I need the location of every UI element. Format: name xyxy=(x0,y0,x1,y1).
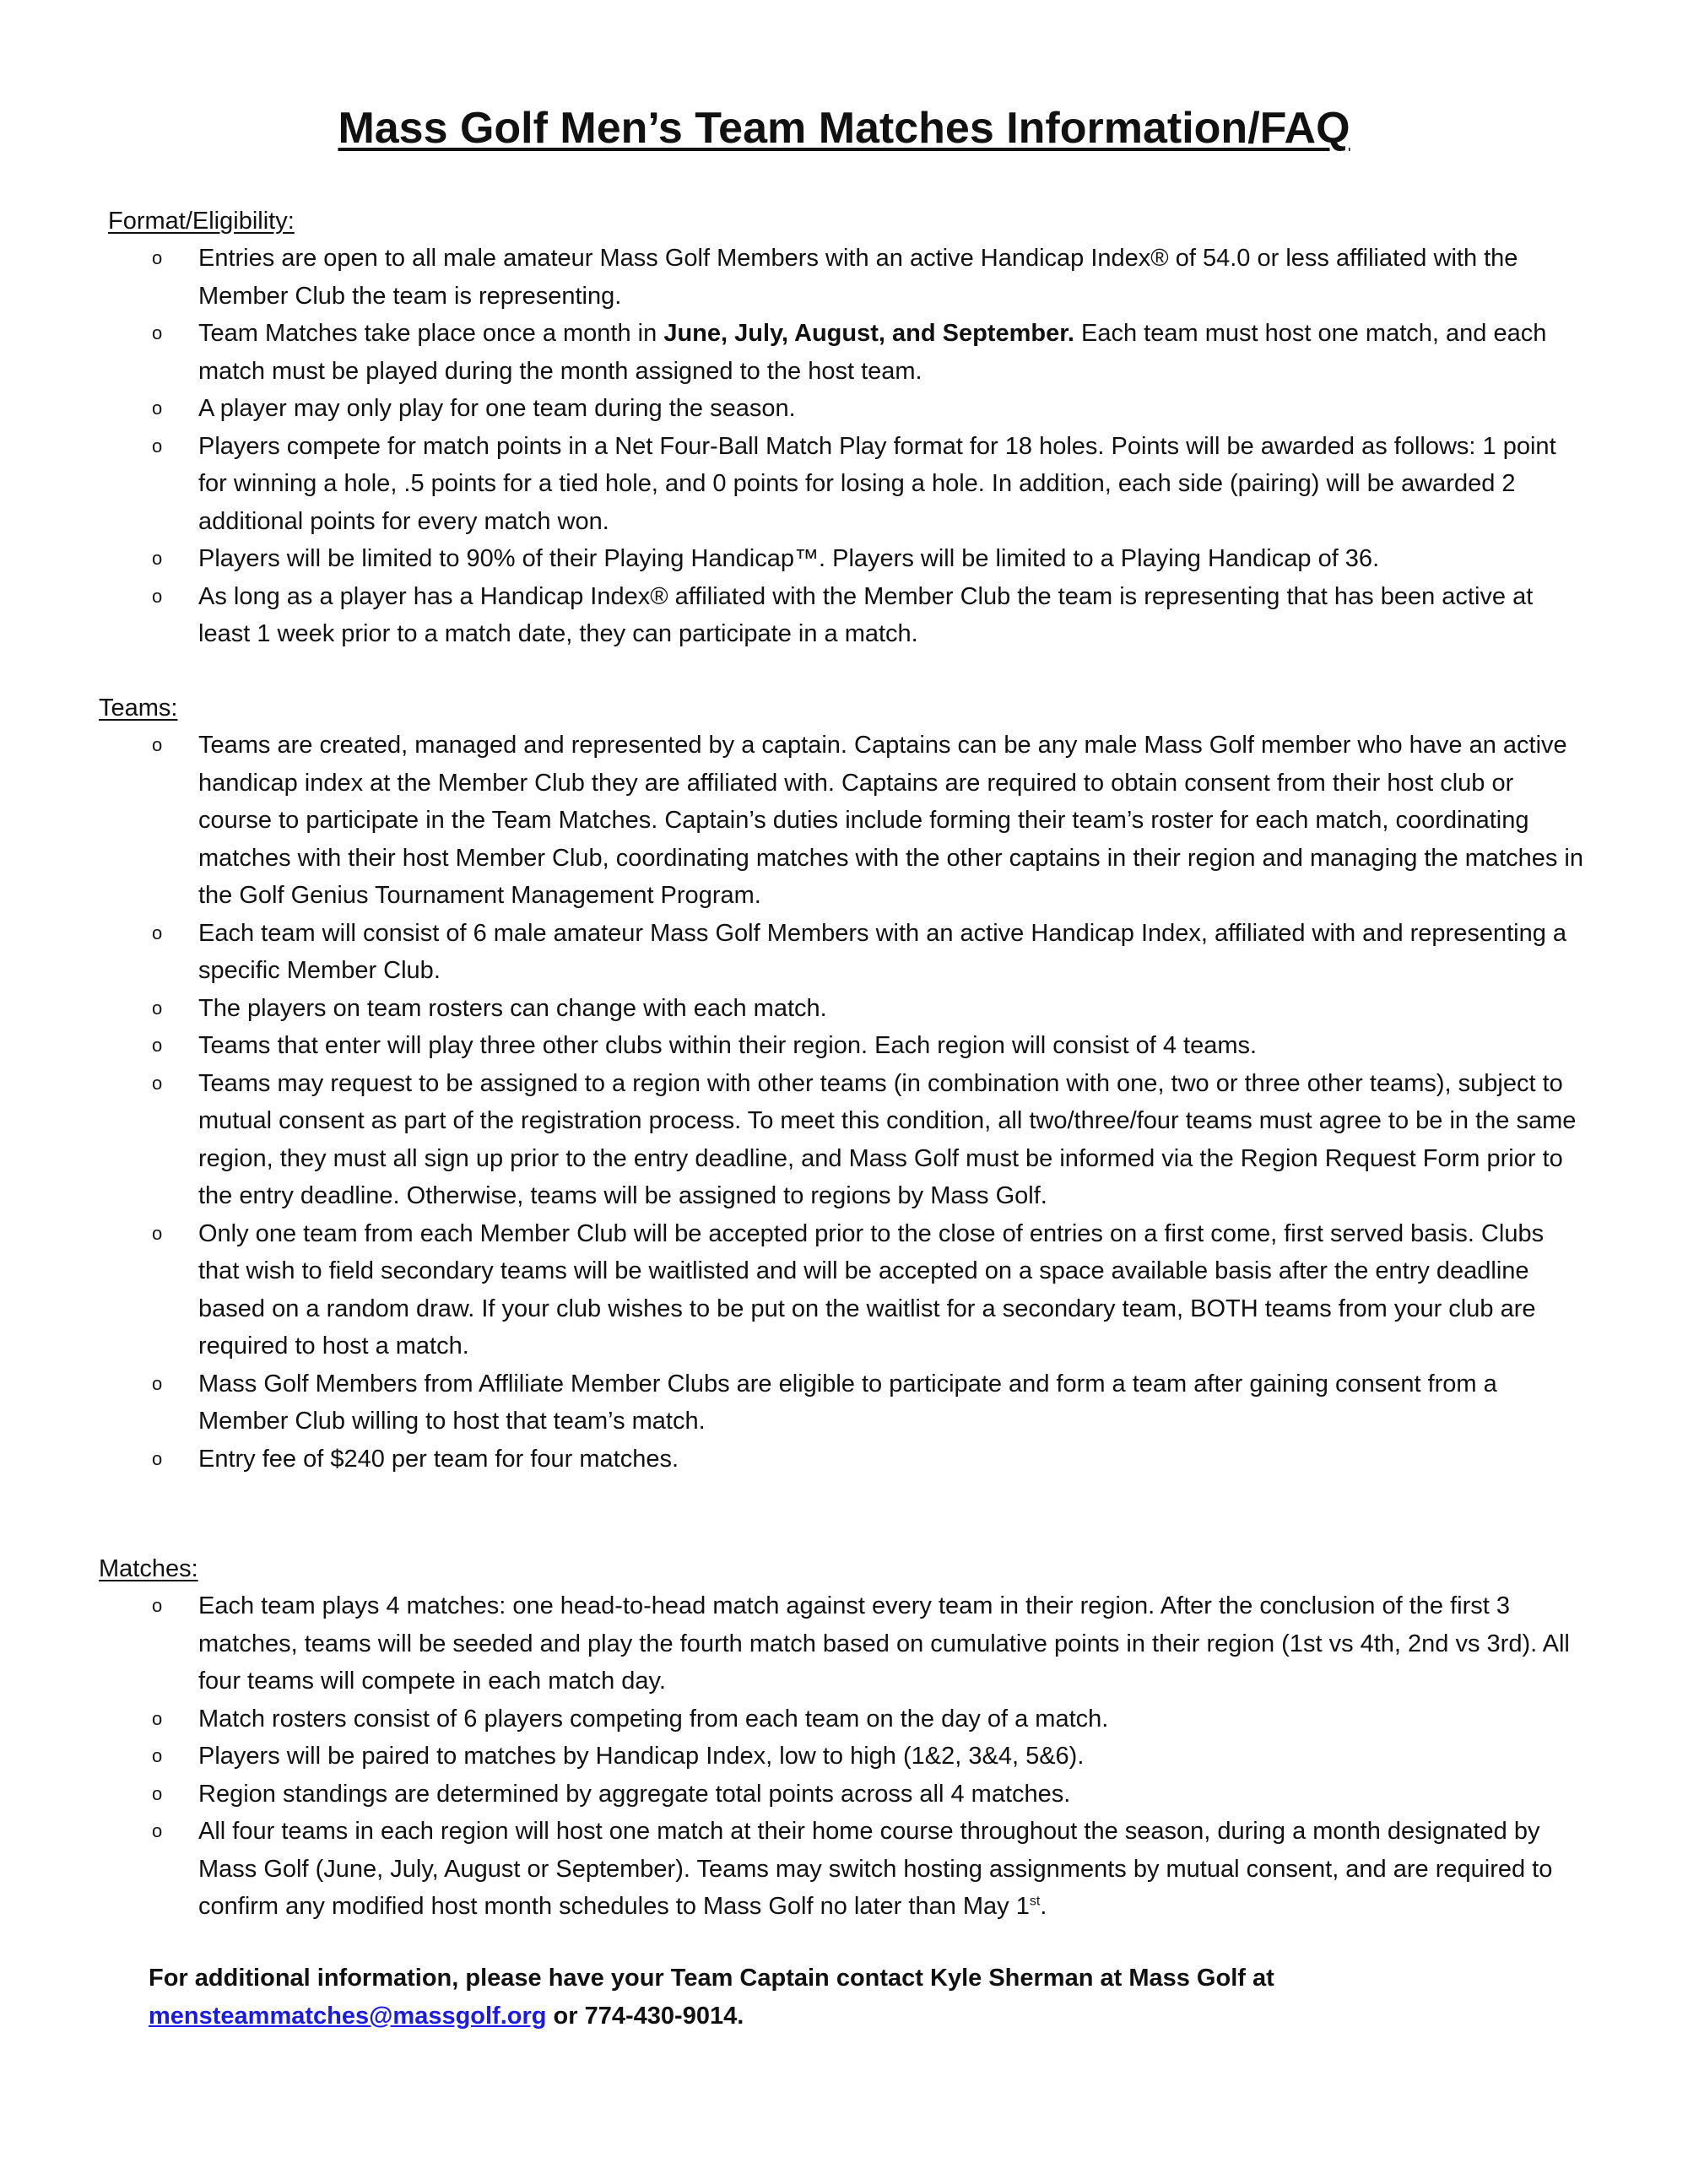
list-item xyxy=(0,1365,1587,1441)
list-item xyxy=(0,1065,1587,1215)
bullet-icon: o xyxy=(152,397,163,419)
bullet-icon: o xyxy=(152,997,163,1019)
list-item xyxy=(0,727,1587,915)
list-item xyxy=(0,1215,1587,1365)
bullet-icon: o xyxy=(152,1595,163,1616)
item-text: Players will be paired to matches by Handicap Index, low to high (1&2, 3&4, 5&6). xyxy=(198,1743,1085,1770)
bold-text: June, July, August, and September. xyxy=(663,320,1074,347)
section-heading: Matches: xyxy=(99,1555,198,1582)
item-text: Teams that enter will play three other clubs within their region. Each region will consist of 4 teams. xyxy=(198,1032,1258,1059)
list-item xyxy=(0,1027,1587,1065)
item-text: Each team will consist of 6 male amateur Mass Golf Members with an active Handicap Index, affiliated with and representing a specific Member Club. xyxy=(198,919,1567,984)
list-item xyxy=(0,390,1587,428)
list-item xyxy=(0,990,1587,1028)
item-text: Players compete for match points in a Net Four-Ball Match Play format for 18 holes. Points will be awarded as follows: 1 point for winning a hole, .5 points for a tied hole, and 0 points for losing a hole. In addition, each side (pairing) will be awarded 2 additional points for every match won. xyxy=(198,432,1556,535)
section-heading: Teams: xyxy=(99,695,178,722)
item-text: Mass Golf Members from Affliliate Member Clubs are eligible to participate and form a team after gaining consent from a Member Club willing to host that team’s match. xyxy=(198,1370,1497,1435)
item-list xyxy=(0,240,1587,653)
list-item xyxy=(0,540,1587,578)
item-text: The players on team rosters can change with each match. xyxy=(198,994,827,1022)
item-text: Entry fee of $240 per team for four matches. xyxy=(198,1445,679,1473)
item-text: Each team must host one match, and each match must be played during the month assigned to the host team. xyxy=(198,320,1547,385)
bullet-icon: o xyxy=(152,1222,163,1244)
item-text: Players will be limited to 90% of their Playing Handicap™. Players will be limited to a Playing Handicap of 36. xyxy=(198,545,1380,572)
list-item xyxy=(0,915,1587,990)
item-text: Match rosters consist of 6 players competing from each team on the day of a match. xyxy=(198,1705,1109,1733)
list-item xyxy=(0,578,1587,653)
bullet-icon: o xyxy=(152,922,163,943)
list-item xyxy=(0,240,1587,315)
item-text: st xyxy=(1029,1894,1041,1909)
bullet-icon: o xyxy=(152,585,163,607)
item-text: . xyxy=(1040,1893,1047,1920)
list-item xyxy=(0,1776,1587,1814)
item-text: Region standings are determined by aggregate total points across all 4 matches. xyxy=(198,1780,1071,1808)
item-text: Each team plays 4 matches: one head-to-head match against every team in their region. After the conclusion of the first 3 matches, teams will be seeded and play the fourth match based on cumulative points in their region (1st vs 4th, 2nd vs 3rd). All four teams will compete in each match day. xyxy=(198,1592,1570,1695)
contact-footer xyxy=(149,1960,1583,2035)
contact-phone: or 774-430-9014. xyxy=(546,2002,744,2030)
list-item xyxy=(0,1813,1587,1926)
bullet-icon: o xyxy=(152,322,163,343)
contact-text: For additional information, please have your Team Captain contact Kyle Sherman at Mass Golf at xyxy=(149,1965,1274,1992)
bullet-icon: o xyxy=(152,1372,163,1394)
item-text: Teams are created, managed and represented by a captain. Captains can be any male Mass Golf member who have an active handicap index at the Member Club they are affiliated with. Captains are required to obtain consent from their host club or course to participate in the Team Matches. Captain’s duties include forming their team’s roster for each match, coordinating matches with their host Member Club, coordinating matches with the other captains in their region and managing the matches in the Golf Genius Tournament Management Program. xyxy=(198,732,1583,909)
bullet-icon: o xyxy=(152,1035,163,1056)
bullet-icon: o xyxy=(152,548,163,569)
item-list xyxy=(0,727,1587,1478)
section-heading: Format/Eligibility: xyxy=(108,208,295,235)
list-item xyxy=(0,1700,1587,1738)
list-item xyxy=(0,428,1587,541)
item-text: Only one team from each Member Club will be accepted prior to the close of entries on a first come, first served basis. Clubs that wish to field secondary teams will be waitlisted and will be accepted on a space available basis after the entry deadline based on a random draw. If your club wishes to be put on the waitlist for a secondary team, BOTH teams from your club are required to host a match. xyxy=(198,1219,1545,1360)
bullet-icon: o xyxy=(152,1447,163,1469)
item-text: All four teams in each region will host one match at their home course throughout the season, during a month designated by Mass Golf (June, July, August or September). Teams may switch hosting assignments by mutual consent, and are required to confirm any modified host month schedules to Mass Golf no later than May 1 xyxy=(198,1818,1553,1920)
list-item xyxy=(0,1441,1587,1479)
bullet-icon: o xyxy=(152,1072,163,1094)
item-list xyxy=(0,1587,1587,1926)
list-item xyxy=(0,1738,1587,1776)
bullet-icon: o xyxy=(152,1820,163,1841)
item-text: Team Matches take place once a month in xyxy=(198,320,664,347)
item-text: A player may only play for one team during the season. xyxy=(198,395,796,422)
item-text: Teams may request to be assigned to a region with other teams (in combination with one, two or three other teams), subject to mutual consent as part of the registration process. To meet this condition, all two/three/four teams must agree to be in the same region, they must all sign up prior to the entry deadline, and Mass Golf must be informed via the Region Request Form prior to the entry deadline. Otherwise, teams will be assigned to regions by Mass Golf. xyxy=(198,1069,1577,1209)
bullet-icon: o xyxy=(152,1707,163,1729)
bullet-icon: o xyxy=(152,435,163,457)
list-item xyxy=(0,1587,1587,1700)
bullet-icon: o xyxy=(152,1745,163,1766)
item-text: Entries are open to all male amateur Mass Golf Members with an active Handicap Index® of 54.0 or less affiliated with the Member Club the team is representing. xyxy=(198,245,1518,310)
email-link[interactable]: mensteammatches@massgolf.org xyxy=(149,2002,547,2030)
bullet-icon: o xyxy=(152,1782,163,1804)
page-title: Mass Golf Men’s Team Matches Information/FAQ xyxy=(338,104,1350,153)
item-text: As long as a player has a Handicap Index® affiliated with the Member Club the team is representing that has been active at least 1 week prior to a match date, they can participate in a match. xyxy=(198,582,1534,647)
bullet-icon: o xyxy=(152,247,163,268)
bullet-icon: o xyxy=(152,734,163,755)
list-item xyxy=(0,315,1587,390)
